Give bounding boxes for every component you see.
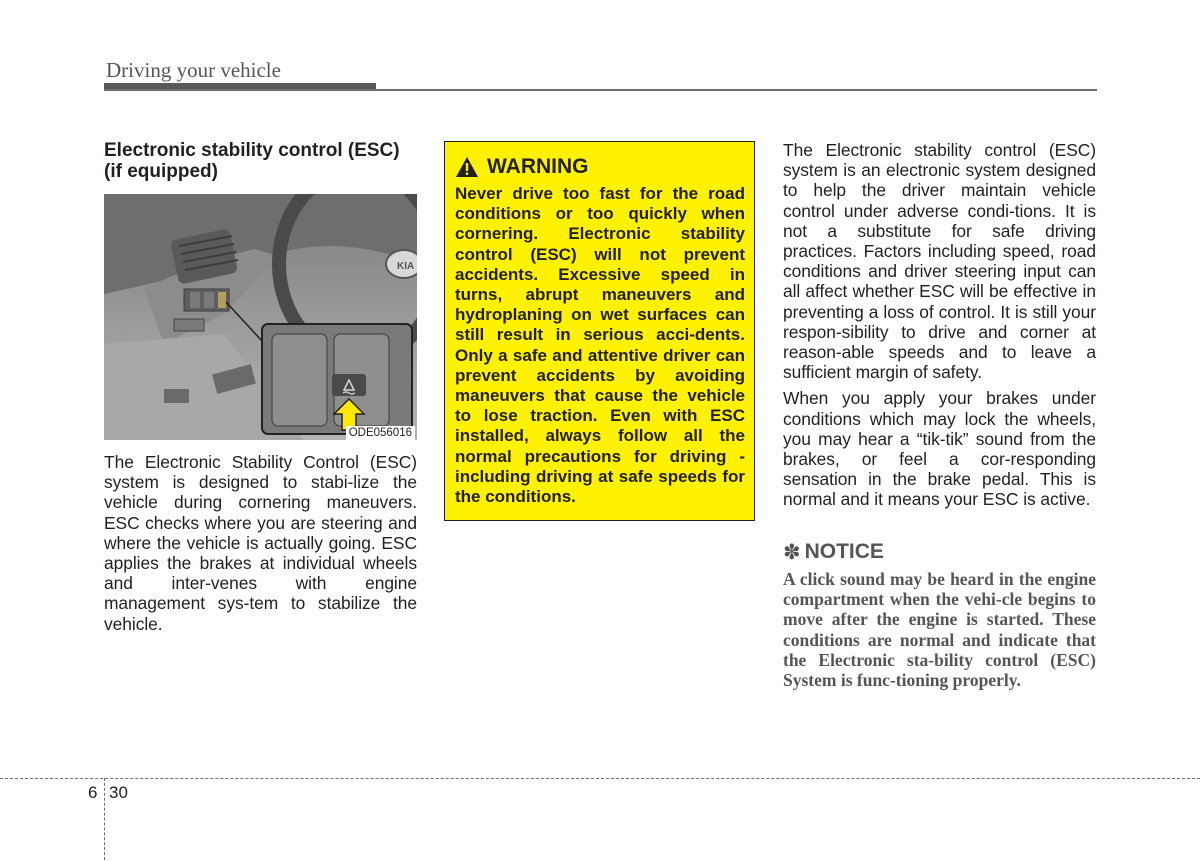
warning-text: Never drive too fast for the road conditions or too quickly when cornering. Electronic stability control (ESC) will not prevent accidents. Excessive speed in turns, abrupt maneuvers and hydroplaning on wet surfaces can still result in serious acci-dents. Only a safe and attentive driver can prevent accidents by avoiding maneuvers that cause the vehicle to lose traction. Even with ESC installed, always follow all the normal precautions for driving - including driving at safe speeds for the conditions. [455,184,745,507]
badge-text: KIA [397,261,415,272]
footer-divider [104,778,105,860]
footer-rule [0,778,1200,779]
dashboard-illustration [104,194,417,440]
warning-triangle-icon [455,156,479,178]
warning-header [455,154,745,180]
notice-asterisk-icon: ✽ [783,540,801,564]
notice-header [783,540,1096,565]
header-rule [104,89,1097,91]
notice-text: A click sound may be heard in the engine compartment when the vehi-cle begins to move after the engine is started. These conditions are normal and indicate that the Electronic sta-bility control (ESC) System is func-tioning properly. [783,568,1096,691]
esc-heading: Electronic stability control (ESC) (if equipped) [104,140,400,182]
brake-sound-paragraph: When you apply your brakes under conditions which may lock the wheels, you may hear a “tik-tik” sound from the brakes, or feel a cor-responding sensation in the brake pedal. This is normal and it means your ESC is active. [783,388,1096,510]
figure-code: ODE056016 [346,426,415,440]
notice-title: NOTICE [804,540,884,564]
section-title: Driving your vehicle [106,58,281,82]
esc-description-paragraph: The Electronic stability control (ESC) system is an electronic system designed to help the driver maintain vehicle control under adverse condi-tions. It is not a substitute for safe driving practices. Factors including speed, road conditions and driver steering input can all affect whether ESC will be effective in preventing a loss of control. It is still your respon-sibility to drive and corner at reason-able speeds and to leave a sufficient margin of safety. [783,140,1096,383]
warning-title: WARNING [487,155,589,178]
esc-intro-paragraph: The Electronic Stability Control (ESC) system is designed to stabi-lize the vehicle during cornering maneuvers. ESC checks where you are steering and where the vehicle is actually going. ESC applies the brakes at individual wheels and inter-venes with engine management sys-tem to stabilize the vehicle. [104,452,417,634]
page-number: 30 [109,783,128,802]
right-column [783,140,1096,708]
left-column [104,140,417,634]
warning-box [444,141,755,521]
chapter-number: 6 [88,783,98,802]
esc-figure [104,194,417,440]
